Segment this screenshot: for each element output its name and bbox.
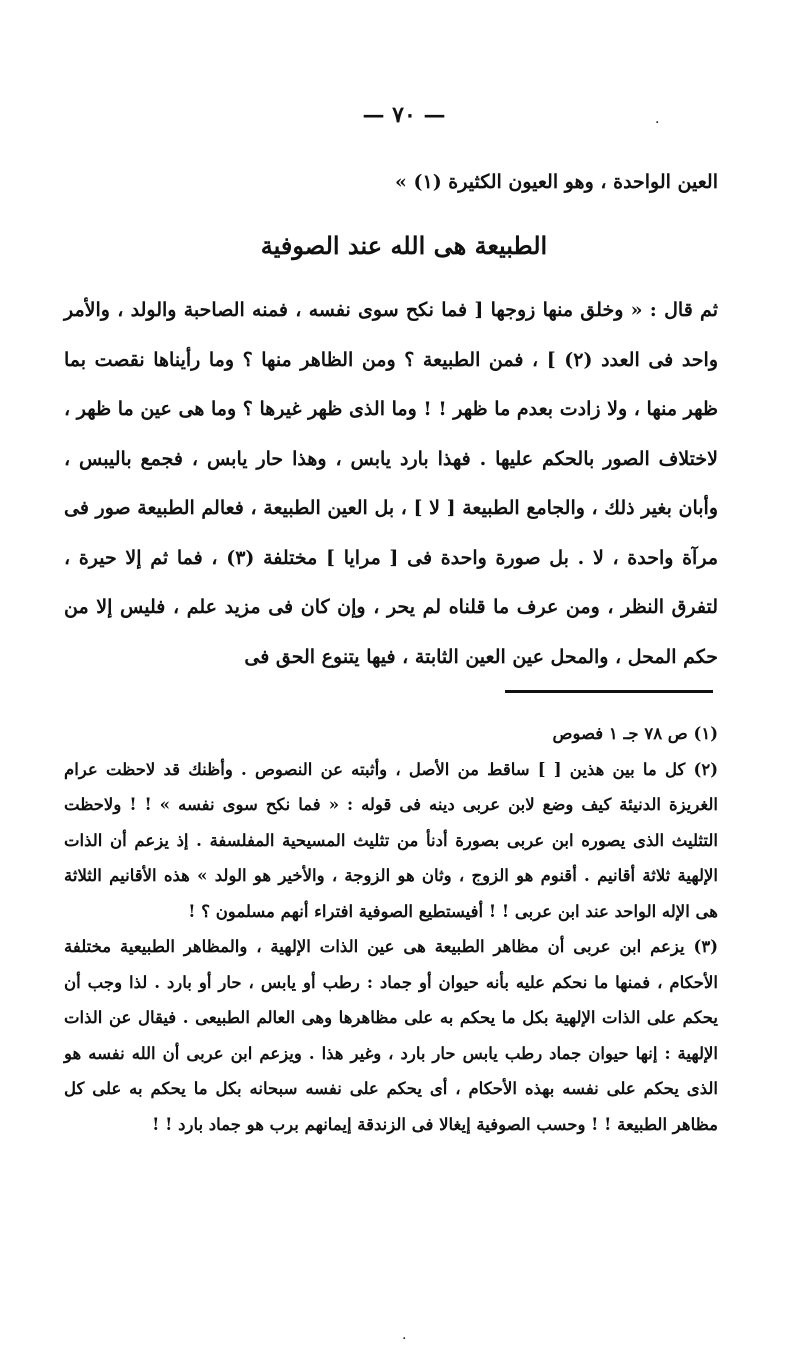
- ink-dot-bottom: .: [402, 1327, 407, 1343]
- continuation-line: العين الواحدة ، وهو العيون الكثيرة (١) »: [395, 171, 718, 193]
- footnote-3: (٣) يزعم ابن عربى أن مظاهر الطبيعة هى عين الذات الإلهية ، والمظاهر الطبيعية مختلفة الأحكام ، فمنها ما نحكم عليه بأنه حيوان أو جماد : رطب أو يابس ، حار أو بارد . لذا وجب أن يحكم على الذات الإلهية بكل ما يحكم به على مظاهرها وهى العالم الطبيعى . فيقال عن الذات الإلهية : إنها حيوان جماد رطب يابس حار بارد ، وغير هذا . ويزعم ابن عربى أن الله نفسه هو الذى يحكم على نفسه بهذه الأحكام ، أى يحكم على نفسه سبحانه بكل ما يحكم به على كل مظاهر الطبيعة ! ! وحسب الصوفية إيغالا فى الزندقة إيمانهم برب هو جماد بارد ! !: [64, 937, 718, 1134]
- ink-dot-top: .: [655, 111, 660, 127]
- section-heading: الطبيعة هى الله عند الصوفية: [260, 231, 548, 260]
- footnote-separator: [505, 690, 713, 693]
- footnote-2: (٢) كل ما بين هذين [ ] ساقط من الأصل ، وأثبته عن النصوص . وأظنك قد لاحظت عرام الغريزة الدنيئة كيف وضع لابن عربى دينه فى قوله : « فما نكح سوى نفسه » ! ! ولاحظت التثليث الذى يصوره ابن عربى بصورة أدنأ من تثليث المسيحية المفلسفة . إذ يزعم أن الذات الإلهية ثلاثة أقانيم . أقنوم هو الزوج ، وثان هو الزوجة ، والأخير هو الولد » هذه الأقانيم الثلاثة هى الإله الواحد عند ابن عربى ! ! أفيستطيع الصوفية افتراء أنهم مسلمون ؟ !: [64, 759, 718, 921]
- page-number: — ٧٠ —: [362, 102, 446, 128]
- footnote-1: (١) ص ٧٨ جـ ١ فصوص: [552, 724, 718, 743]
- footnotes: [64, 716, 718, 1142]
- body-paragraph: ثم قال : « وخلق منها زوجها [ فما نكح سوى نفسه ، فمنه الصاحبة والولد ، والأمر واحد فى العدد (٢) ] ، فمن الطبيعة ؟ ومن الظاهر منها ؟ وما رأيناها نقصت بما ظهر منها ، ولا زادت بعدم ما ظهر ! ! وما الذى ظهر غيرها ؟ وما هى عين ما ظهر ، لاختلاف الصور بالحكم عليها . فهذا بارد يابس ، وهذا حار يابس ، فجمع باليبس ، وأبان بغير ذلك ، والجامع الطبيعة [ لا ] ، بل العين الطبيعة ، فعالم الطبيعة صور فى مرآة واحدة ، لا . بل صورة واحدة فى [ مرايا ] مختلفة (٣) ، فما ثم إلا حيرة ، لتفرق النظر ، ومن عرف ما قلناه لم يحر ، وإن كان فى مزيد علم ، فليس إلا من حكم المحل ، والمحل عين العين الثابتة ، فيها يتنوع الحق فى: [64, 299, 718, 668]
